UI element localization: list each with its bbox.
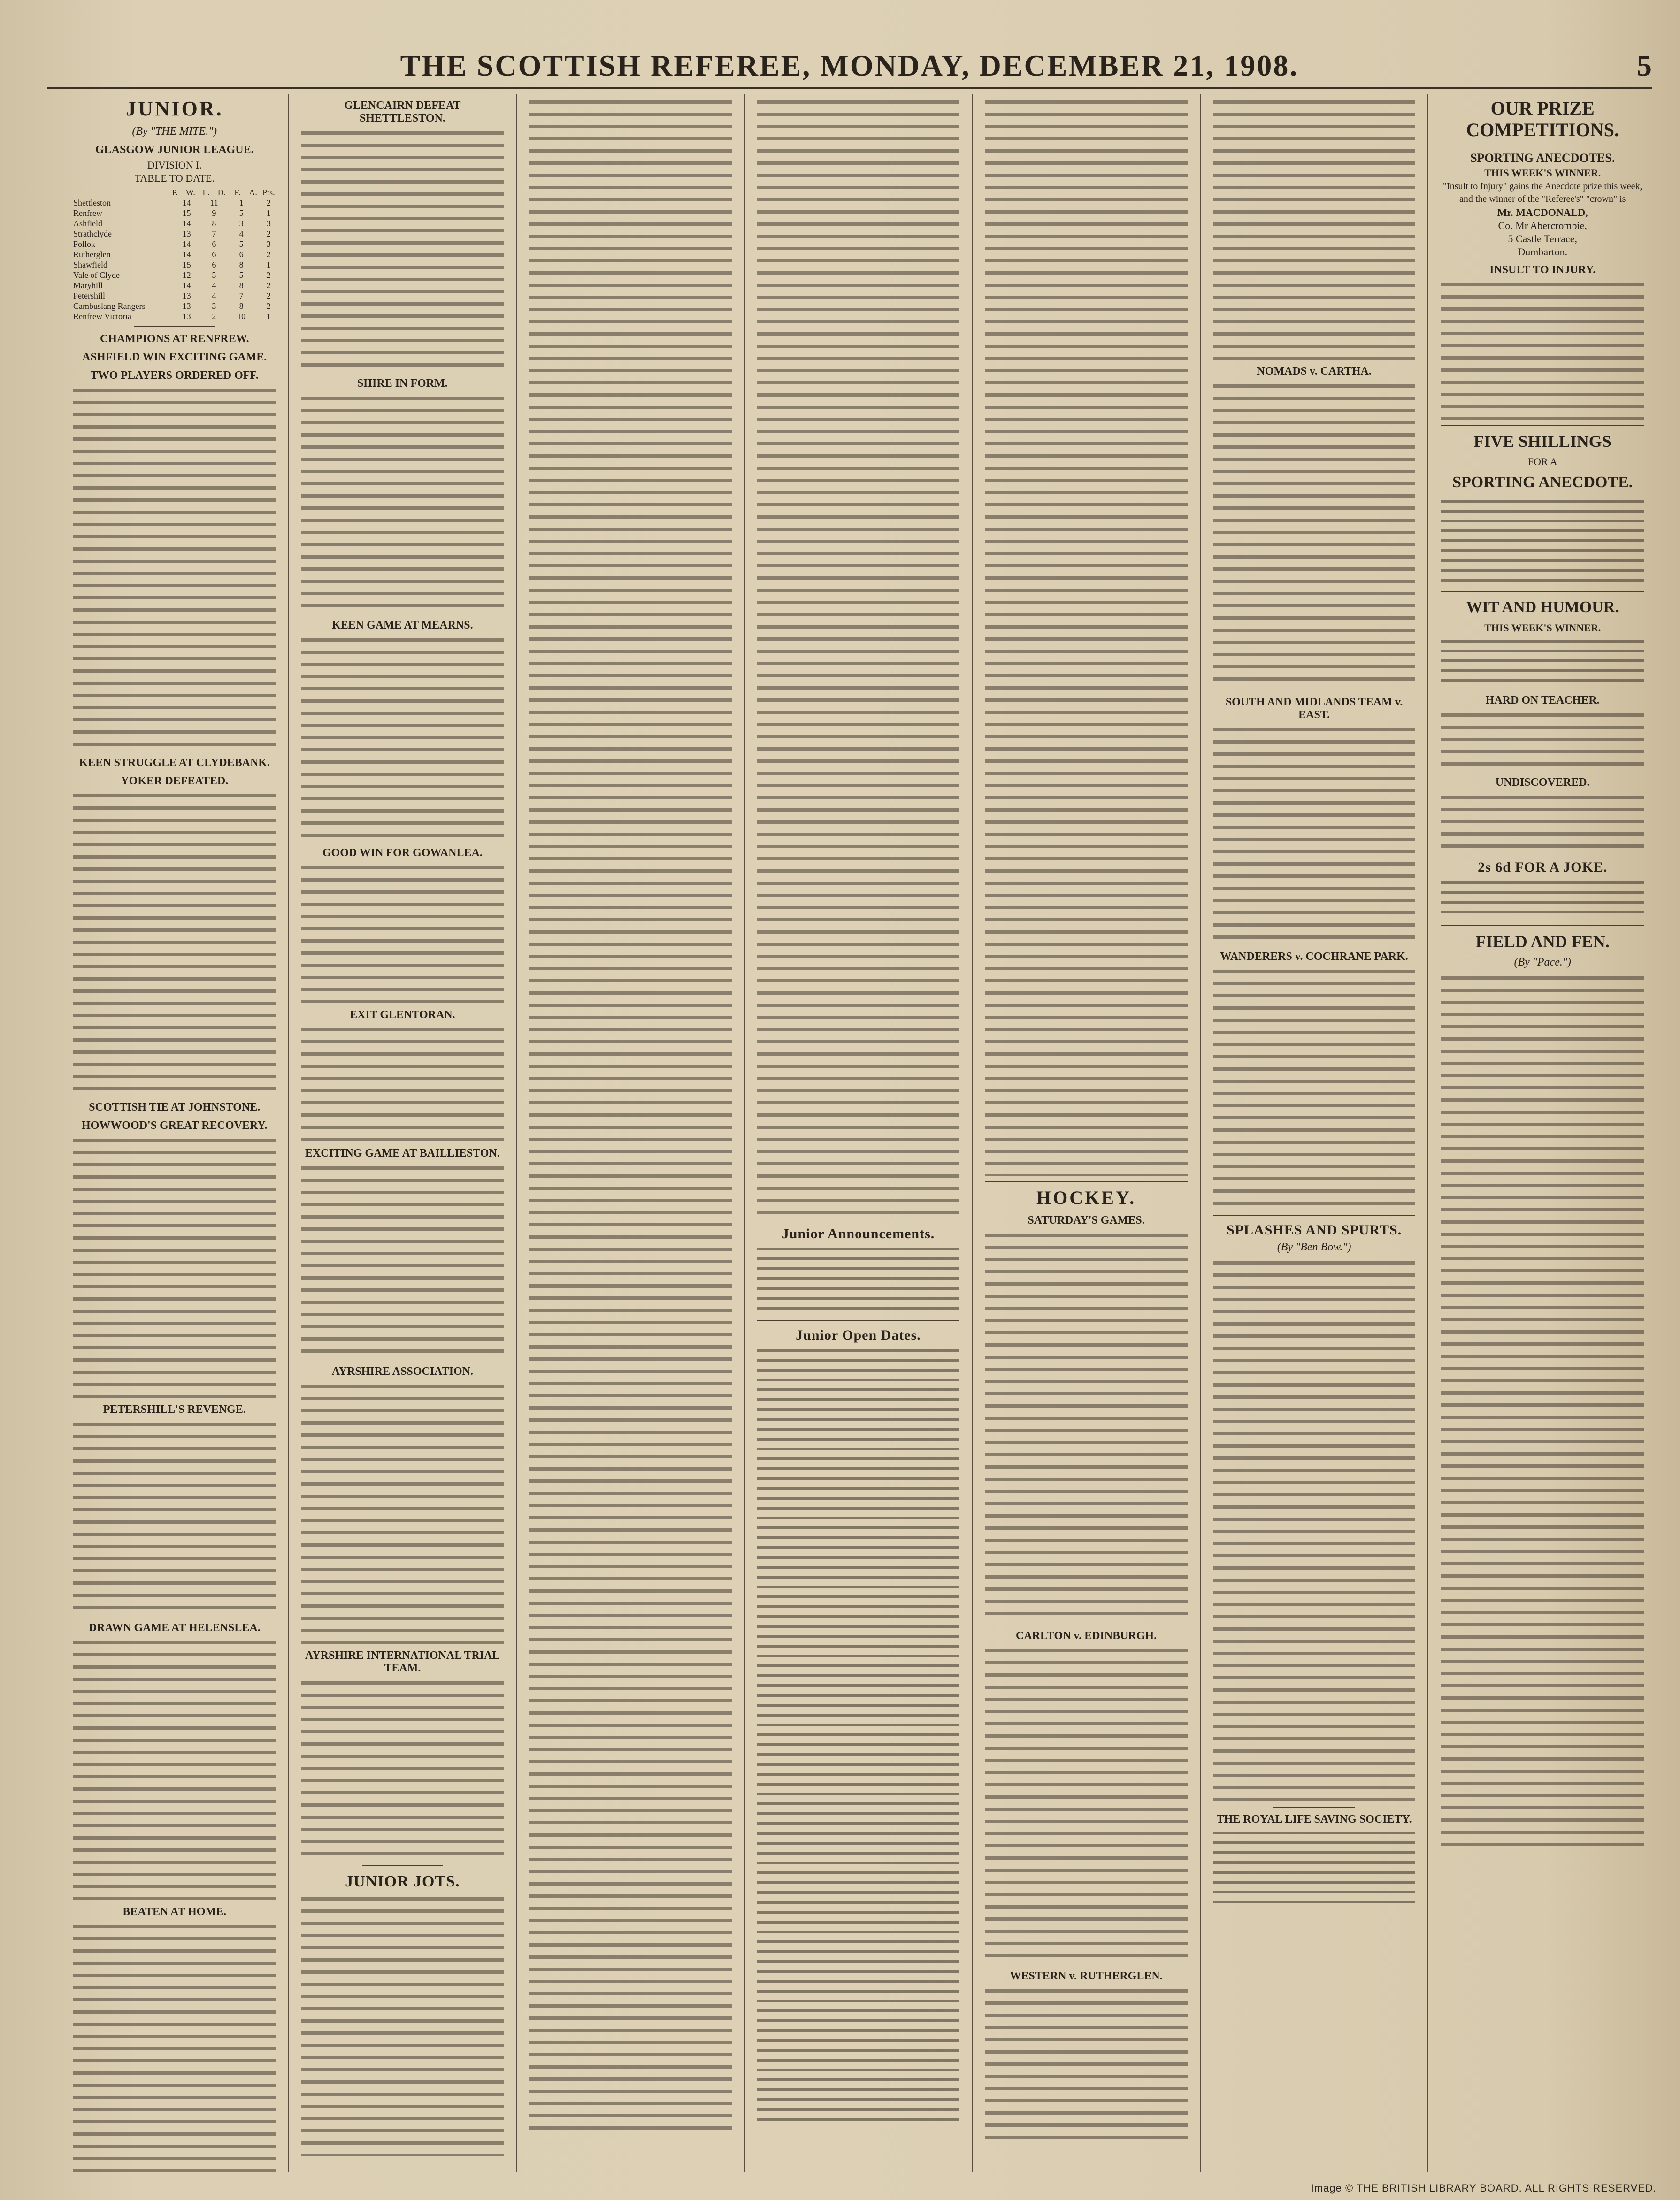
wit-humour-heading: WIT AND HUMOUR. [1466, 598, 1619, 616]
article-heading: KEEN STRUGGLE AT CLYDEBANK. [79, 757, 270, 769]
winner-address-1: Co. Mr Abercrombie, [1498, 220, 1587, 231]
table-row [73, 270, 276, 280]
winner-address-3: Dumbarton. [1518, 246, 1568, 258]
table-header-row [73, 187, 276, 198]
article-text [1213, 966, 1416, 1210]
column-6 [1201, 94, 1429, 2172]
divider [1441, 425, 1644, 426]
winner-announcement: "Insult to Injury" gains the Anecdote prize this week, and the winner of the "Referee's" "crown" is [1442, 181, 1642, 204]
joke-rules [1441, 878, 1644, 920]
article-heading: CHAMPIONS AT RENFREW. [100, 333, 249, 345]
section-heading-junior-open-dates: Junior Open Dates. [796, 1327, 921, 1343]
table-cell: 13 [182, 229, 191, 238]
article-heading: HOWWOOD'S GREAT RECOVERY. [82, 1119, 268, 1132]
article-text [73, 1419, 276, 1616]
table-row [73, 311, 276, 322]
article-text [985, 1645, 1188, 1964]
article-heading: UNDISCOVERED. [1495, 776, 1590, 789]
divider [1441, 925, 1644, 926]
table-row [73, 260, 276, 270]
article-text [301, 1893, 504, 2156]
table-cell: 6 [212, 239, 216, 249]
field-fen-heading: FIELD AND FEN. [1475, 932, 1610, 951]
joke-prize-heading: 2s 6d FOR A JOKE. [1478, 859, 1608, 875]
table-cell: 15 [182, 260, 191, 269]
byline-mite: (By "THE MITE.") [132, 125, 217, 138]
table-cell: 8 [212, 219, 216, 228]
article-text [73, 1637, 276, 1900]
table-header-cell [73, 187, 167, 198]
table-cell: 8 [239, 260, 244, 269]
table-cell: 3 [266, 239, 271, 249]
table-cell: 14 [182, 250, 191, 259]
table-cell: 1 [266, 208, 271, 218]
table-cell: 8 [239, 281, 244, 290]
article-heading: ASHFIELD WIN EXCITING GAME. [82, 351, 267, 363]
table-cell: 8 [239, 301, 244, 311]
article-text [1441, 973, 1644, 1855]
table-cell: 13 [182, 291, 191, 300]
column-7 [1428, 94, 1657, 2172]
table-cell: 14 [182, 239, 191, 249]
table-cell: Renfrew [73, 208, 102, 218]
table-header-cell: Pts. [262, 188, 275, 197]
article-text [73, 1921, 276, 2172]
divider [1273, 1807, 1355, 1808]
article-text [73, 1135, 276, 1398]
table-cell: 13 [182, 301, 191, 311]
article-heading: SCOTTISH TIE AT JOHNSTONE. [89, 1101, 261, 1113]
article-heading: HARD ON TEACHER. [1485, 694, 1600, 706]
article-heading: WESTERN v. RUTHERGLEN. [1010, 1970, 1163, 1982]
table-cell: 5 [239, 270, 244, 280]
article-heading: THE ROYAL LIFE SAVING SOCIETY. [1216, 1813, 1412, 1825]
table-cell: 5 [239, 208, 244, 218]
table-row [73, 291, 276, 301]
table-cell: 10 [237, 312, 246, 321]
article-heading: AYRSHIRE ASSOCIATION. [331, 1365, 474, 1378]
table-cell: 9 [212, 208, 216, 218]
table-cell: Petershill [73, 291, 105, 300]
table-cell: 4 [212, 281, 216, 290]
table-cell: 4 [212, 291, 216, 300]
open-dates-list [757, 1346, 960, 2125]
table-cell: 3 [239, 219, 244, 228]
column-3 [517, 94, 745, 2172]
table-cell: Ashfield [73, 219, 102, 228]
table-cell: 2 [266, 250, 271, 259]
article-text [1213, 1257, 1416, 1802]
byline-ben-bow: (By "Ben Bow.") [1277, 1241, 1351, 1253]
table-cell: 11 [210, 198, 218, 207]
table-cell: Cambuslang Rangers [73, 301, 146, 311]
table-cell: 14 [182, 281, 191, 290]
divider [134, 326, 215, 327]
byline-pace: (By "Pace.") [1514, 956, 1571, 968]
column-4 [745, 94, 973, 2172]
table-header-cell: D. [217, 188, 226, 197]
column-5 [973, 94, 1201, 2172]
article-heading: INSULT TO INJURY. [1489, 264, 1596, 276]
table-cell: 12 [182, 270, 191, 280]
section-heading-junior-announcements: Junior Announcements. [782, 1226, 935, 1242]
table-cell: Shawfield [73, 260, 107, 269]
winner-address-2: 5 Castle Terrace, [1508, 233, 1578, 245]
table-cell: 2 [212, 312, 216, 321]
wit-winner-text [1441, 637, 1644, 689]
article-text [1213, 97, 1416, 360]
article-heading: GLENCAIRN DEFEAT SHETTLESTON. [344, 100, 461, 124]
article-text [301, 635, 504, 841]
table-cell: Shettleston [73, 198, 111, 207]
article-text [1213, 1829, 1416, 1909]
table-cell: 6 [239, 250, 244, 259]
article-text [985, 1230, 1188, 1624]
article-heading: SATURDAY'S GAMES. [1028, 1214, 1145, 1226]
page-number: 5 [1637, 49, 1652, 82]
article-text [301, 1024, 504, 1142]
table-cell: 2 [266, 198, 271, 207]
anecdote-text [1441, 279, 1644, 420]
article-heading: AYRSHIRE INTERNATIONAL TRIAL TEAM. [305, 1649, 500, 1674]
table-cell: Vale of Clyde [73, 270, 120, 280]
column-2 [289, 94, 517, 2172]
division-label: DIVISION I. [147, 159, 202, 171]
table-cell: 5 [212, 270, 216, 280]
copyright-footer: Image © THE BRITISH LIBRARY BOARD. ALL RIGHTS RESERVED. [1311, 2182, 1657, 2194]
joke-text [1441, 710, 1644, 771]
table-row [73, 218, 276, 229]
table-cell: 1 [239, 198, 244, 207]
article-heading: BEATEN AT HOME. [123, 1906, 227, 1918]
table-cell: 2 [266, 301, 271, 311]
table-header-cell: L. [202, 188, 210, 197]
table-cell: Rutherglen [73, 250, 111, 259]
divider [985, 1181, 1188, 1182]
winner-heading: THIS WEEK'S WINNER. [1484, 167, 1601, 179]
article-heading: CARLTON v. EDINBURGH. [1016, 1630, 1157, 1642]
columns [61, 94, 1657, 2172]
table-cell: Strathclyde [73, 229, 112, 238]
competition-rules [1441, 497, 1644, 586]
article-text [301, 128, 504, 372]
article-heading: KEEN GAME AT MEARNS. [332, 619, 473, 631]
table-cell: 4 [239, 229, 244, 238]
table-cell: 2 [266, 281, 271, 290]
table-cell: 15 [182, 208, 191, 218]
table-header-cell: A. [249, 188, 257, 197]
article-heading: TWO PLAYERS ORDERED OFF. [90, 369, 259, 382]
table-cell: 2 [266, 270, 271, 280]
table-cell: 13 [182, 312, 191, 321]
table-cell: 7 [212, 229, 216, 238]
article-heading: NOMADS v. CARTHA. [1257, 365, 1372, 377]
article-text [757, 97, 960, 1214]
table-cell: Pollok [73, 239, 96, 249]
divider [362, 1865, 443, 1866]
divider [1213, 1215, 1416, 1216]
article-text [301, 1381, 504, 1644]
column-1 [61, 94, 289, 2172]
article-text [985, 97, 1188, 1176]
article-text [1213, 381, 1416, 690]
article-heading: EXIT GLENTORAN. [350, 1009, 455, 1021]
section-heading-junior: JUNIOR. [125, 97, 223, 120]
table-header-cell: F. [234, 188, 241, 197]
league-title: GLASGOW JUNIOR LEAGUE. [95, 144, 254, 156]
table-title: TABLE TO DATE. [134, 172, 215, 184]
table-cell: 14 [182, 219, 191, 228]
article-heading: GOOD WIN FOR GOWANLEA. [322, 847, 483, 859]
sporting-anecdotes-heading: SPORTING ANECDOTES. [1470, 151, 1615, 165]
table-row [73, 208, 276, 218]
table-cell: 1 [266, 312, 271, 321]
table-cell: 2 [266, 291, 271, 300]
joke-text [1441, 792, 1644, 853]
article-text [529, 97, 732, 2134]
table-row [73, 239, 276, 249]
table-row [73, 249, 276, 260]
article-text [301, 393, 504, 613]
table-header-cell: P. [172, 188, 178, 197]
page-title: THE SCOTTISH REFEREE, MONDAY, DECEMBER 21, 1908. [400, 49, 1299, 82]
article-heading: SOUTH AND MIDLANDS TEAM v. EAST. [1225, 696, 1403, 721]
divider [757, 1320, 960, 1321]
prize-competitions-heading: OUR PRIZE COMPETITIONS. [1466, 98, 1619, 140]
table-row [73, 198, 276, 208]
table-cell: 5 [239, 239, 244, 249]
league-table [73, 187, 276, 322]
article-text [985, 1985, 1188, 2140]
article-heading: DRAWN GAME AT HELENSLEA. [88, 1622, 261, 1634]
article-heading: PETERSHILL'S REVENGE. [103, 1403, 246, 1416]
table-cell: 6 [212, 250, 216, 259]
table-cell: Renfrew Victoria [73, 312, 132, 321]
table-cell: 6 [212, 260, 216, 269]
table-cell: 7 [239, 291, 244, 300]
article-text [301, 862, 504, 1003]
table-cell: 3 [212, 301, 216, 311]
article-text [73, 790, 276, 1096]
article-heading: EXCITING GAME AT BAILLIESTON. [305, 1147, 500, 1159]
article-heading: YOKER DEFEATED. [121, 775, 229, 787]
divider [1441, 591, 1644, 592]
section-heading-hockey: HOCKEY. [1036, 1187, 1136, 1208]
wit-winner-heading: THIS WEEK'S WINNER. [1484, 622, 1601, 634]
masthead [47, 45, 1652, 89]
table-cell: 1 [266, 260, 271, 269]
article-text [1213, 724, 1416, 945]
article-heading: SHIRE IN FORM. [357, 377, 448, 390]
article-text [73, 385, 276, 751]
table-row [73, 229, 276, 239]
table-cell: 2 [266, 229, 271, 238]
article-text [301, 1163, 504, 1360]
sporting-anecdote-heading: SPORTING ANECDOTE. [1452, 474, 1633, 491]
article-heading: WANDERERS v. COCHRANE PARK. [1220, 951, 1408, 963]
table-cell: 14 [182, 198, 191, 207]
article-text [301, 1678, 504, 1861]
table-row [73, 301, 276, 311]
table-cell: Maryhill [73, 281, 103, 290]
section-heading-splashes: SPLASHES AND SPURTS. [1227, 1222, 1402, 1238]
announcement-text [757, 1245, 960, 1315]
table-header-cell: W. [186, 188, 195, 197]
winner-name: Mr. MACDONALD, [1497, 207, 1588, 218]
five-shillings-heading: FIVE SHILLINGS [1473, 432, 1611, 451]
five-shillings-for: FOR A [1527, 456, 1557, 468]
table-cell: 3 [266, 219, 271, 228]
section-heading-junior-jots: JUNIOR JOTS. [345, 1873, 460, 1890]
table-row [73, 280, 276, 291]
